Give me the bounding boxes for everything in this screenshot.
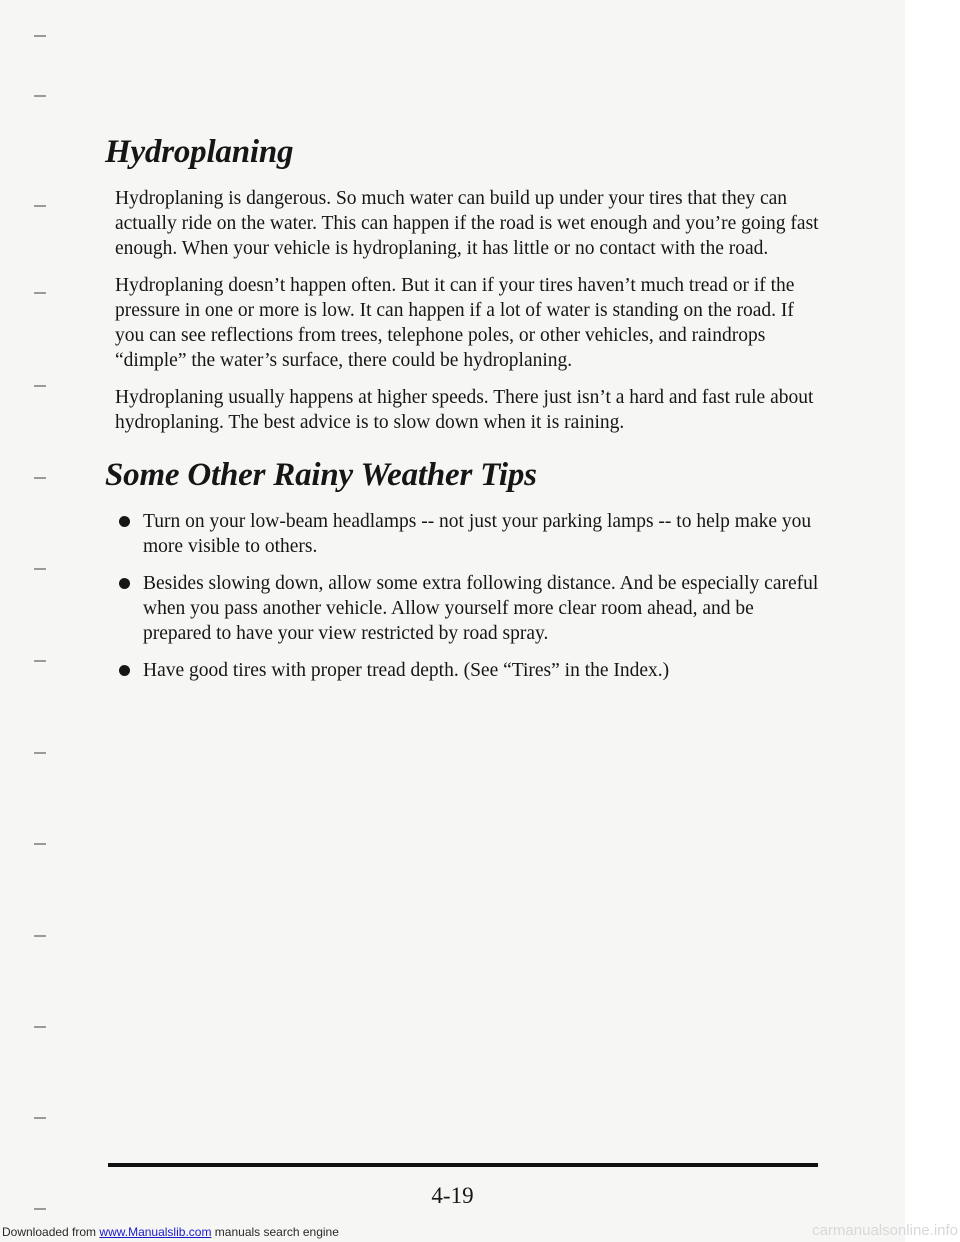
list-item (105, 658, 820, 683)
margin-tick (34, 1117, 46, 1119)
site-watermark: carmanualsonline.info (812, 1222, 958, 1239)
margin-tick (34, 205, 46, 207)
list-item-text: Turn on your low-beam headlamps -- not just your parking lamps -- to help make you more visible to others. (143, 511, 812, 557)
tips-list (105, 509, 820, 683)
body-paragraph: Hydroplaning is dangerous. So much water can build up under your tires that they can actually ride on the water. This can happen if the road is wet enough and you’re going fast enough. When your vehicle is hydroplaning, it has little or no contact with the road. (115, 188, 819, 259)
page-content (105, 132, 820, 695)
margin-tick (34, 660, 46, 662)
list-item (105, 571, 820, 646)
section-title: Some Other Rainy Weather Tips (105, 457, 537, 493)
list-item (105, 509, 820, 559)
rainy-weather-tips-section (105, 455, 820, 683)
margin-tick (34, 752, 46, 754)
bullet-icon (119, 665, 130, 676)
margin-tick (34, 935, 46, 937)
body-paragraph: Hydroplaning usually happens at higher speeds. There just isn’t a hard and fast rule about hydroplaning. The best advice is to slow down when it is raining. (115, 387, 814, 433)
body-paragraph: Hydroplaning doesn’t happen often. But it can if your tires haven’t much tread or if the pressure in one or more is low. It can happen if a lot of water is standing on the road. If you can see reflections from trees, telephone poles, or other vehicles, and raindrops “dimple” the water’s surface, there could be hydroplaning. (115, 275, 795, 371)
bullet-icon (119, 578, 130, 589)
section-title: Hydroplaning (105, 134, 294, 170)
bullet-icon (119, 516, 130, 527)
footer-rule (108, 1163, 818, 1167)
margin-tick (34, 385, 46, 387)
list-item-text: Besides slowing down, allow some extra following distance. And be especially careful when you pass another vehicle. Allow yourself more clear room ahead, and be prepared to have your view restricted by road spray. (143, 573, 819, 644)
margin-tick (34, 1026, 46, 1028)
margin-tick-marks (0, 0, 60, 1242)
watermark-prefix: Downloaded from (2, 1225, 97, 1239)
margin-tick (34, 35, 46, 37)
page-number: 4-19 (431, 1183, 474, 1208)
watermark-footer (2, 1224, 339, 1240)
manualslib-link[interactable]: www.Manualslib.com (99, 1225, 212, 1239)
list-item-text: Have good tires with proper tread depth. (See “Tires” in the Index.) (143, 660, 670, 681)
margin-tick (34, 843, 46, 845)
margin-tick (34, 477, 46, 479)
margin-tick (34, 292, 46, 294)
margin-tick (34, 95, 46, 97)
watermark-suffix: manuals search engine (214, 1225, 339, 1239)
right-margin-strip (905, 0, 960, 1242)
margin-tick (34, 568, 46, 570)
hydroplaning-section (105, 132, 820, 435)
